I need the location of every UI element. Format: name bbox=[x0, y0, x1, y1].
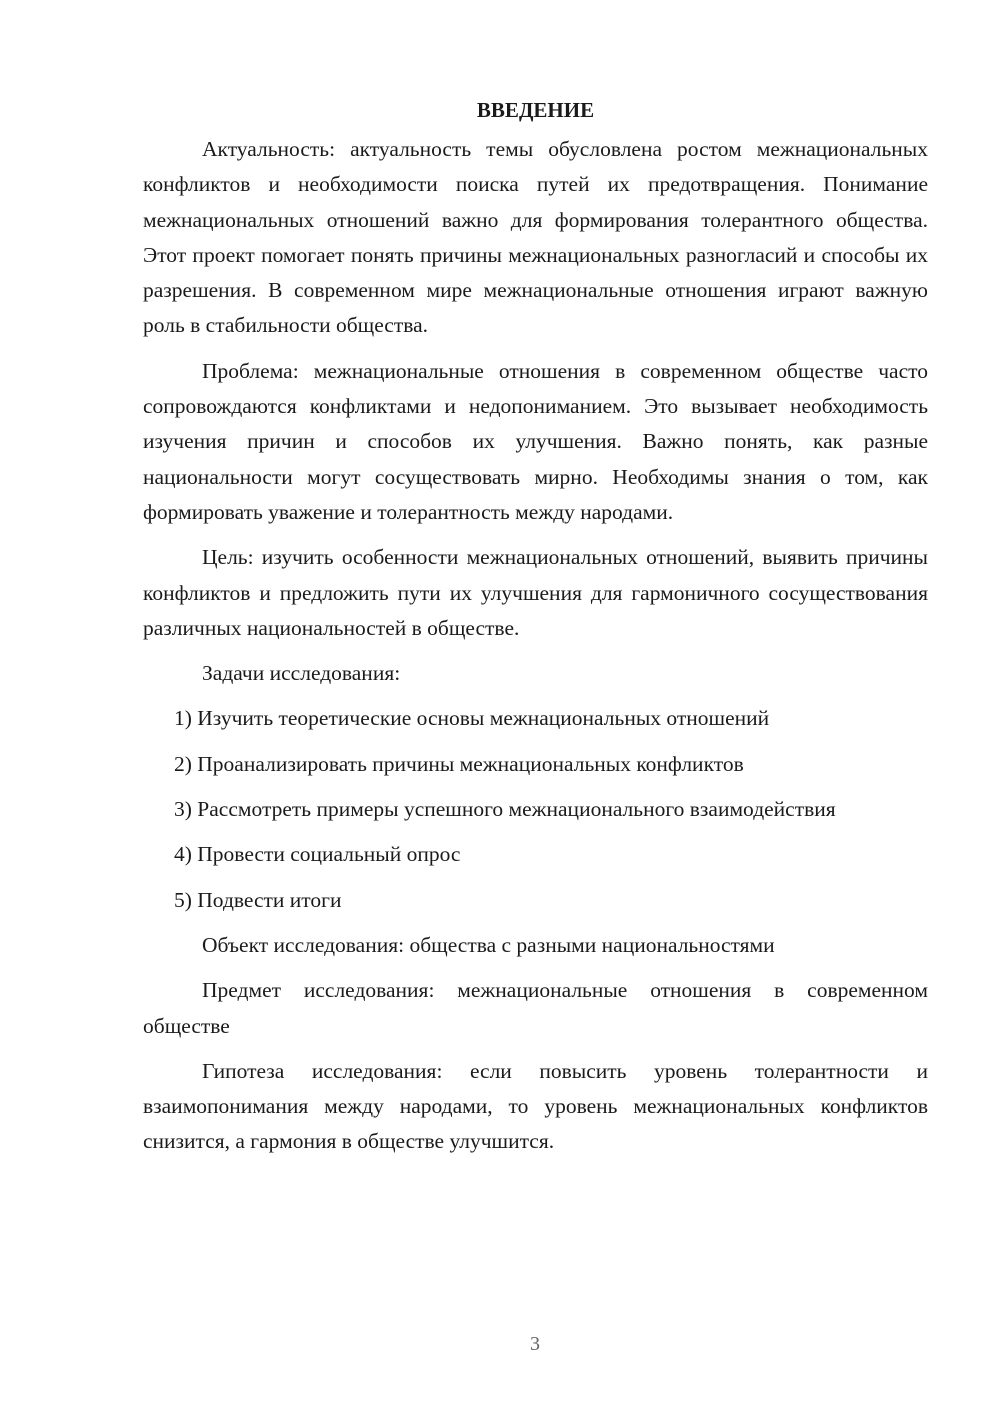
document-page bbox=[143, 92, 928, 1170]
task-item-2: 2) Проанализировать причины межнациональных конфликтов bbox=[174, 751, 744, 776]
task-item-5: 5) Подвести итоги bbox=[174, 887, 342, 912]
problem-paragraph: Проблема: межнациональные отношения в современном обществе часто сопровождаются конфликтами и недопониманием. Это вызывает необходимость изучения причин и способов их улучшения. Важно понять, как разные национальности могут сосуществовать мирно. Необходимы знания о том, как формировать уважение и толерантность между народами. bbox=[143, 358, 928, 524]
page-title: ВВЕДЕНИЕ bbox=[476, 98, 595, 122]
task-item-1: 1) Изучить теоретические основы межнациональных отношений bbox=[174, 706, 770, 731]
relevance-paragraph: Актуальность: актуальность темы обусловлена ростом межнациональных конфликтов и необходимости поиска путей их предотвращения. Понимание межнациональных отношений важно для формирования толерантного общества. Этот проект помогает понять причины межнациональных разногласий и способы их разрешения. В современном мире межнациональные отношения играют важную роль в стабильности общества. bbox=[143, 137, 928, 338]
task-item-4: 4) Провести социальный опрос bbox=[174, 842, 461, 867]
task-item-3: 3) Рассмотреть примеры успешного межнационального взаимодействия bbox=[174, 797, 836, 822]
tasks-heading: Задачи исследования: bbox=[202, 661, 401, 686]
object-paragraph: Объект исследования: общества с разными национальностями bbox=[202, 932, 775, 957]
goal-paragraph: Цель: изучить особенности межнациональных отношений, выявить причины конфликтов и предложить пути их улучшения для гармоничного сосуществования различных национальностей в обществе. bbox=[143, 545, 928, 640]
subject-paragraph: Предмет исследования: межнациональные отношения в современном обществе bbox=[143, 978, 928, 1038]
hypothesis-paragraph: Гипотеза исследования: если повысить уровень толерантности и взаимопонимания между народами, то уровень межнациональных конфликтов снизится, а гармония в обществе улучшится. bbox=[143, 1058, 928, 1154]
page-number: 3 bbox=[530, 1333, 540, 1355]
